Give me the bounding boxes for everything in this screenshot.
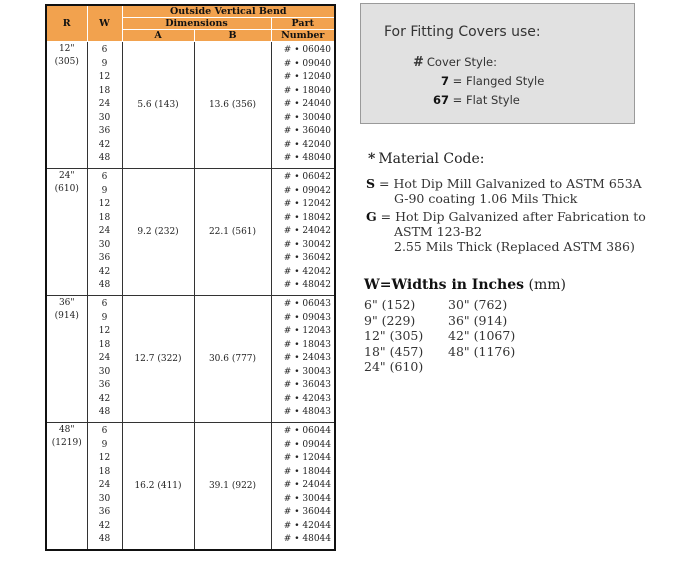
width-row: 12" (305) 42" (1067) (364, 328, 516, 343)
table-row (46, 169, 335, 296)
part-number-cell (271, 169, 335, 296)
table-row (46, 42, 335, 169)
part-number: # • 30040 (283, 112, 332, 123)
width-row: 18" (457) 48" (1176) (364, 343, 516, 359)
width-value: 30 (98, 493, 111, 504)
cover-title: For Fitting Covers use: (384, 24, 541, 40)
radius-cell: 12" (305) (46, 42, 87, 169)
width-value: 9 (101, 58, 108, 69)
bend-spec-table (45, 4, 336, 551)
dimension-a-cell: 12.7 (322) (122, 296, 194, 423)
part-number: # • 09042 (283, 185, 332, 196)
part-number: # • 09043 (283, 312, 332, 323)
part-number: # • 42044 (283, 520, 332, 531)
material-g-line: G = Hot Dip Galvanized after Fabrication to (366, 209, 646, 224)
part-number: # • 24042 (283, 226, 332, 237)
width-value: 30 (98, 366, 111, 377)
width-value: 48 (98, 407, 111, 418)
width-value: 42 (98, 393, 111, 404)
width-cell (87, 42, 122, 169)
radius-cell: 48" (1219) (46, 423, 87, 550)
width-value: 6 (101, 299, 108, 310)
radius-cell: 36" (914) (46, 296, 87, 423)
part-number: # • 42043 (283, 393, 332, 404)
part-number: # • 48044 (283, 534, 332, 544)
width-value: 36 (98, 126, 111, 137)
part-header: Part (271, 18, 335, 30)
width-value: 12 (98, 326, 111, 337)
dimension-b-cell: 13.6 (356) (194, 42, 271, 169)
width-value: 9 (101, 185, 108, 196)
material-s-line: S = Hot Dip Mill Galvanized to ASTM 653A (366, 176, 642, 191)
a-header: A (122, 30, 194, 42)
width-value: 36 (98, 253, 111, 264)
width-value: 18 (98, 85, 111, 96)
width-value: 24 (98, 480, 111, 490)
dimension-a-cell: 5.6 (143) (122, 42, 194, 169)
part-number: # • 06040 (283, 45, 332, 56)
width-value: 12 (98, 199, 111, 210)
width-value: 9 (101, 439, 108, 450)
asterisk-glyph: * (368, 151, 376, 167)
part-number-cell (271, 296, 335, 423)
b-header: B (194, 30, 271, 42)
fitting-covers-box (360, 3, 635, 124)
width-value: 42 (98, 266, 111, 277)
width-value: 18 (98, 339, 111, 350)
part-number: # • 06044 (283, 426, 332, 436)
part-number: # • 06043 (283, 299, 332, 310)
group-title-header: Outside Vertical Bend (122, 5, 335, 18)
part-number: # • 24044 (283, 480, 332, 490)
width-value: 48 (98, 280, 111, 291)
width-cell (87, 296, 122, 423)
part-number: # • 18040 (283, 85, 332, 96)
part-number: # • 42042 (283, 266, 332, 277)
hash-glyph: # (413, 55, 424, 70)
material-g-detail-1: ASTM 123-B2 (394, 224, 482, 239)
part-number: # • 18043 (283, 339, 332, 350)
width-value: 24 (98, 353, 111, 364)
part-number: # • 18042 (283, 212, 332, 223)
part-number: # • 42040 (283, 139, 332, 150)
part-number: # • 09044 (283, 439, 332, 450)
dimension-b-cell: 39.1 (922) (194, 423, 271, 550)
part-number: # • 24040 (283, 99, 332, 110)
part-number: # • 36042 (283, 253, 332, 264)
width-value: 36 (98, 380, 111, 391)
width-value: 6 (101, 45, 108, 56)
width-value: 18 (98, 466, 111, 477)
part-number: # • 30042 (283, 239, 332, 250)
width-value: 30 (98, 239, 111, 250)
dimension-b-cell: 30.6 (777) (194, 296, 271, 423)
part-number-cell (271, 423, 335, 550)
width-value: 30 (98, 112, 111, 123)
part-number: # • 48040 (283, 153, 332, 164)
part-number: # • 12042 (283, 199, 332, 210)
part-number: # • 36044 (283, 507, 332, 517)
width-value: 24 (98, 226, 111, 237)
part-number: # • 12044 (283, 453, 332, 463)
part-number: # • 18044 (283, 466, 332, 477)
width-value: 6 (101, 426, 108, 436)
cover-option-flanged: 7 = Flanged Style (441, 74, 545, 88)
number-header: Number (271, 30, 335, 42)
table-row (46, 296, 335, 423)
cover-option-flat: 67 = Flat Style (433, 93, 520, 107)
part-number-cell (271, 42, 335, 169)
width-value: 12 (98, 453, 111, 463)
dimension-a-cell: 16.2 (411) (122, 423, 194, 550)
r-header: R (46, 5, 87, 42)
material-g-detail-2: 2.55 Mils Thick (Replaced ASTM 386) (394, 239, 635, 254)
part-number: # • 36043 (283, 380, 332, 391)
part-number: # • 36040 (283, 126, 332, 137)
width-cell (87, 423, 122, 550)
part-number: # • 12040 (283, 72, 332, 83)
width-value: 42 (98, 520, 111, 531)
width-value: 9 (101, 312, 108, 323)
part-number: # • 12043 (283, 326, 332, 337)
material-code-title: * Material Code: (368, 151, 485, 167)
part-number: # • 30044 (283, 493, 332, 504)
width-value: 24 (98, 99, 111, 110)
width-value: 6 (101, 172, 108, 183)
width-row: 24" (610) (364, 359, 424, 374)
width-value: 12 (98, 72, 111, 83)
width-row: 6" (152) 30" (762) (364, 297, 508, 312)
width-value: 48 (98, 153, 111, 164)
part-number: # • 48043 (283, 407, 332, 418)
width-cell (87, 169, 122, 296)
part-number: # • 06042 (283, 172, 332, 183)
widths-title: W=Widths in Inches (mm) (364, 277, 566, 293)
width-value: 42 (98, 139, 111, 150)
part-number: # • 30043 (283, 366, 332, 377)
cover-style-label: # Cover Style: (413, 55, 497, 70)
width-value: 48 (98, 534, 111, 544)
w-header: W (87, 5, 122, 42)
width-value: 36 (98, 507, 111, 517)
part-number: # • 24043 (283, 353, 332, 364)
dimension-a-cell: 9.2 (232) (122, 169, 194, 296)
part-number: # • 09040 (283, 58, 332, 69)
width-value: 18 (98, 212, 111, 223)
part-number: # • 48042 (283, 280, 332, 291)
radius-cell: 24" (610) (46, 169, 87, 296)
dimension-b-cell: 22.1 (561) (194, 169, 271, 296)
material-s-detail: G-90 coating 1.06 Mils Thick (394, 191, 578, 206)
table-row (46, 423, 335, 550)
width-row: 9" (229) 36" (914) (364, 312, 508, 328)
widths-list (364, 297, 515, 375)
dimensions-header: Dimensions (122, 18, 271, 30)
